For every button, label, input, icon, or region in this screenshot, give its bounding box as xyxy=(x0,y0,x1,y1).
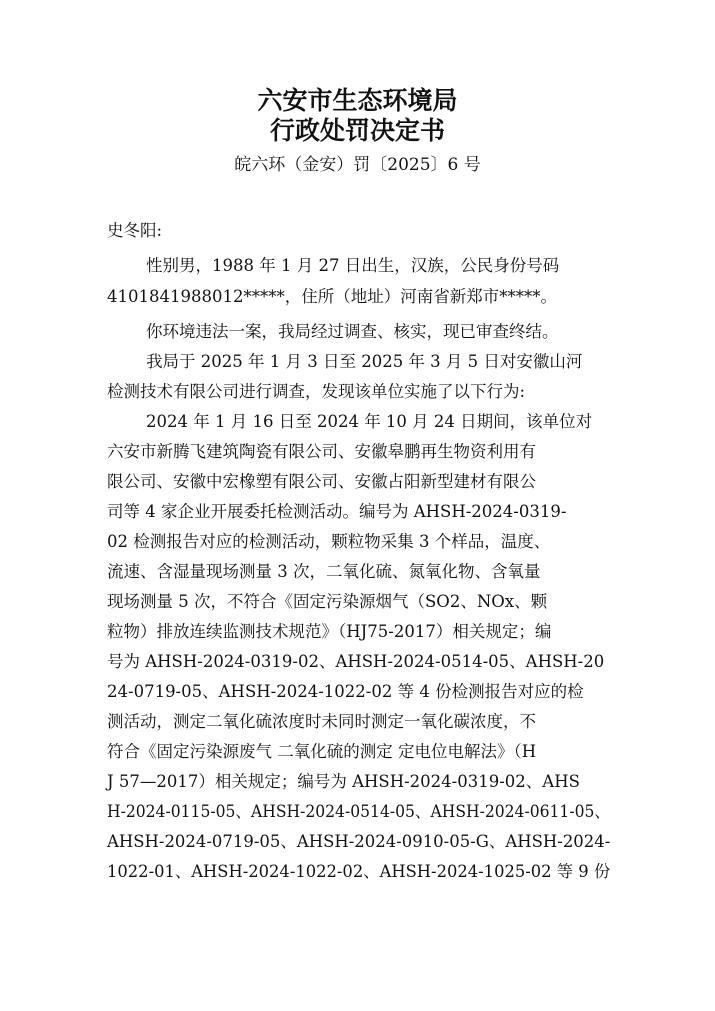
text-line: 02 检测报告对应的检测活动，颗粒物采集 3 个样品，温度、 xyxy=(107,532,551,551)
text-line: H-2024-0115-05、AHSH-2024-0514-05、AHSH-2024-0611-05、 xyxy=(107,802,610,821)
text-line: 号为 AHSH-2024-0319-02、AHSH-2024-0514-05、AHSH-20 xyxy=(107,652,605,671)
text-line: 测活动，测定二氧化硫浓度时未同时测定一氧化碳浓度，不 xyxy=(107,712,536,731)
text-line: 我局于 2025 年 1 月 3 日至 2025 年 3 月 5 日对安徽山河 xyxy=(146,352,583,371)
addressee: 史冬阳: xyxy=(107,221,163,240)
text-line: J 57—2017）相关规定；编号为 AHSH-2024-0319-02、AHS xyxy=(107,772,580,791)
text-line: 符合《固定污染源废气 二氧化硫的测定 定电位电解法》（H xyxy=(107,742,537,761)
text-line: 你环境违法一案，我局经过调查、核实，现已审查终结。 xyxy=(146,322,559,341)
text-line: 六安市新腾飞建筑陶瓷有限公司、安徽皋鹏再生物资利用有 xyxy=(107,442,536,461)
text-line: 流速、含湿量现场测量 3 次，二氧化硫、氮氧化物、含氧量 xyxy=(107,562,541,581)
text-line: 性别男，1988 年 1 月 27 日出生，汉族，公民身份号码 xyxy=(146,256,560,275)
document-title-line1: 六安市生态环境局 xyxy=(257,86,458,115)
document-number: 皖六环（金安）罚〔2025〕6 号 xyxy=(234,155,481,175)
text-line: 4101841988012*****，住所（地址）河南省新郑市*****。 xyxy=(107,287,557,306)
text-line: 1022-01、AHSH-2024-1022-02、AHSH-2024-1025-02 等 9 份 xyxy=(107,862,611,881)
text-line: 检测技术有限公司进行调查，发现该单位实施了以下行为: xyxy=(107,382,526,401)
document-title-line2: 行政处罚决定书 xyxy=(269,116,445,145)
text-line: 2024 年 1 月 16 日至 2024 年 10 月 24 日期间，该单位对 xyxy=(146,412,593,431)
text-line: 司等 4 家企业开展委托检测活动。编号为 AHSH-2024-0319- xyxy=(107,502,567,521)
text-line: 粒物）排放连续监测技术规范》（HJ75-2017）相关规定；编 xyxy=(107,622,552,641)
text-line: 24-0719-05、AHSH-2024-1022-02 等 4 份检测报告对应的检 xyxy=(107,682,584,701)
text-line: 现场测量 5 次，不符合《固定污染源烟气（SO2、NOx、颗 xyxy=(107,592,548,611)
text-line: 限公司、安徽中宏橡塑有限公司、安徽占阳新型建材有限公 xyxy=(107,472,536,491)
text-line: AHSH-2024-0719-05、AHSH-2024-0910-05-G、AHSH-2024- xyxy=(107,832,611,851)
